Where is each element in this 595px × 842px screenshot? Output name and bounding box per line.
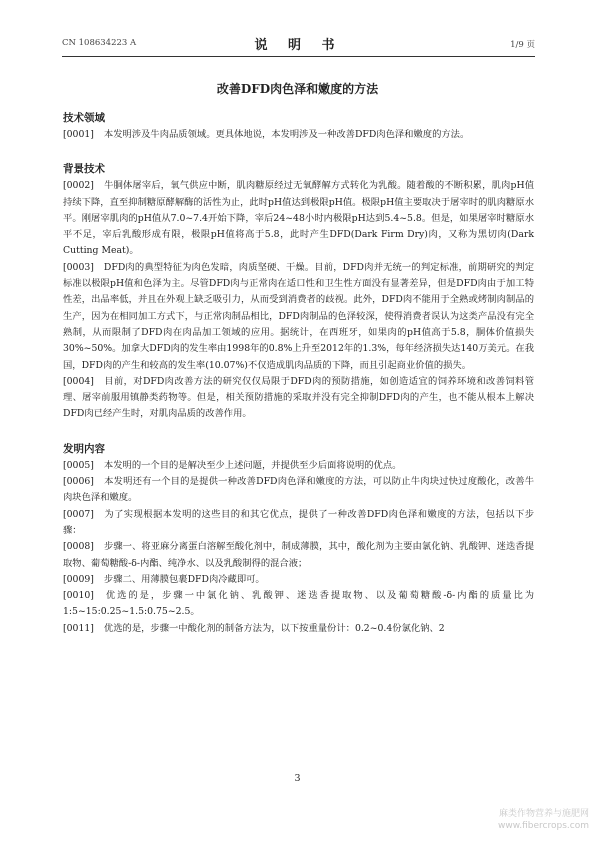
paragraph-number: [0008]	[63, 541, 94, 553]
paragraph	[63, 178, 534, 259]
section-heading: 技术领域	[63, 112, 105, 124]
paragraph-number: [0005]	[63, 459, 94, 471]
paragraph	[63, 621, 534, 637]
page-header	[62, 34, 535, 54]
page-count: 1/9 页	[510, 40, 535, 50]
paragraph-text: 为了实现根据本发明的这些目的和其它优点，提供了一种改善DFD肉色泽和嫩度的方法，包括以下步骤：	[63, 508, 534, 536]
section-gap	[63, 143, 534, 161]
paragraph	[63, 588, 534, 621]
paragraph-text: 本发明涉及牛肉品质领域。更具体地说，本发明涉及一种改善DFD肉色泽和嫩度的方法。	[103, 129, 470, 140]
document-type: 说 明 书	[254, 38, 343, 53]
paragraph	[63, 458, 534, 474]
patent-number: CN 108634223 A	[62, 38, 137, 48]
paragraph-number: [0007]	[63, 508, 94, 520]
paragraph-number: [0004]	[63, 375, 94, 387]
paragraph	[63, 474, 534, 507]
watermark-line-2: www.fibercrops.com	[498, 821, 589, 831]
paragraph	[63, 507, 534, 540]
paragraph-text: 目前，对DFD肉改善方法的研究仅仅局限于DFD肉的预防措施，如创造适宜的饲养环境和改善饲料管理、屠宰前服用镇静类药物等。但是，相关预防措施的采取并没有完全抑制DFD肉的产生，也不能从根本上解决DFD肉已经产生时，对肌肉品质的改善作用。	[63, 375, 534, 420]
paragraph-number: [0011]	[63, 622, 94, 634]
document-title: 改善DFD肉色泽和嫩度的方法	[216, 82, 379, 96]
paragraph-number: [0010]	[63, 590, 94, 602]
paragraph-number: [0009]	[63, 573, 94, 585]
paragraph	[63, 572, 534, 588]
section-heading: 背景技术	[63, 163, 105, 176]
paragraph-text: 步骤二、用薄膜包裹DFD肉冷藏即可。	[103, 573, 265, 585]
section-gap	[63, 423, 534, 441]
paragraph	[63, 539, 534, 572]
paragraph-text: 本发明的一个目的是解决至少上述问题，并提供至少后面将说明的优点。	[103, 459, 402, 471]
watermark-line-1: 麻类作物营养与施肥网	[498, 809, 589, 819]
paragraph	[63, 374, 534, 423]
paragraph	[63, 127, 534, 143]
paragraph-text: 本发明还有一个目的是提供一种改善DFD肉色泽和嫩度的方法，可以防止牛肉块过快过度酸化，改善牛肉块色泽和嫩度。	[63, 476, 534, 504]
paragraph-text: DFD肉的典型特征为肉色发暗，肉质坚硬、干燥。目前，DFD肉并无统一的判定标准，前期研究的判定标准以极限pH值和色泽为主。尽管DFD肉与正常肉在适口性和卫生性方面没有显著差异，但是DFD肉由于加工特性差，出品率低，并且在外观上缺乏吸引力，从而受到消费者的歧视。此外，DFD肉不能用于全熟或烤制肉制品的生产，因为在相同加工方式下，与正常肉制品相比，DFD肉制品的色泽较深，使得消费者误认为这类产品没有完全熟制，从而限制了DFD肉在肉品加工领域的应用。据统计，在西班牙，如果肉的pH值高于5.8，胴体价值损失30%~50%。加拿大DFD肉的发生率由1998年的0.8%上升至2012年的1.3%，每年经济损失达140万美元。在我国，DFD肉的产生和较高的发生率(10.07%)不仅造成肌肉品质的下降，而且引起商业价值的损失。	[63, 261, 534, 371]
paragraph-number: [0001]	[63, 129, 94, 140]
paragraph-text: 优选的是，步骤一中酸化剂的制备方法为，以下按重量份计：0.2~0.4份氯化钠、2	[103, 622, 445, 634]
header-divider	[62, 56, 535, 57]
document-body	[63, 110, 534, 637]
paragraph	[63, 260, 534, 374]
paragraph-number: [0003]	[63, 261, 94, 273]
paragraph-text: 优选的是，步骤一中氯化钠、乳酸钾、迷迭香提取物、以及葡萄糖酸-δ-内酯的质量比为1:5~15:0.25~1.5:0.75~2.5。	[63, 590, 534, 618]
section-heading: 发明内容	[63, 442, 105, 455]
paragraph-number: [0002]	[63, 180, 94, 192]
paragraph-number: [0006]	[63, 476, 94, 488]
paragraph-text: 步骤一、将亚麻分离蛋白溶解至酸化剂中，制成薄膜，其中，酸化剂为主要由氯化钠、乳酸钾、迷迭香提取物、葡萄糖酸-δ-内酯、纯净水、以及乳酸制得的混合液；	[63, 541, 534, 569]
watermark	[498, 808, 589, 832]
paragraph-text: 牛胴体屠宰后，氧气供应中断，肌肉糖原经过无氧酵解方式转化为乳酸。随着酸的不断积累，肌肉pH值持续下降，直至抑制糖原酵解酶的活性为止，此时pH值达到极限pH值。极限pH值主要取决于屠宰时的肌肉糖原水平。刚屠宰肌肉的pH值从7.0~7.4开始下降，宰后24~48小时内极限pH达到5.4~5.8。但是，如果屠宰时糖原水平不足，宰后乳酸形成有限，极限pH值将高于5.8，此时产生DFD(Dark Firm Dry)肉，又称为黑切肉(Dark Cutting Meat)。	[63, 180, 534, 257]
page-number: 3	[294, 773, 301, 784]
